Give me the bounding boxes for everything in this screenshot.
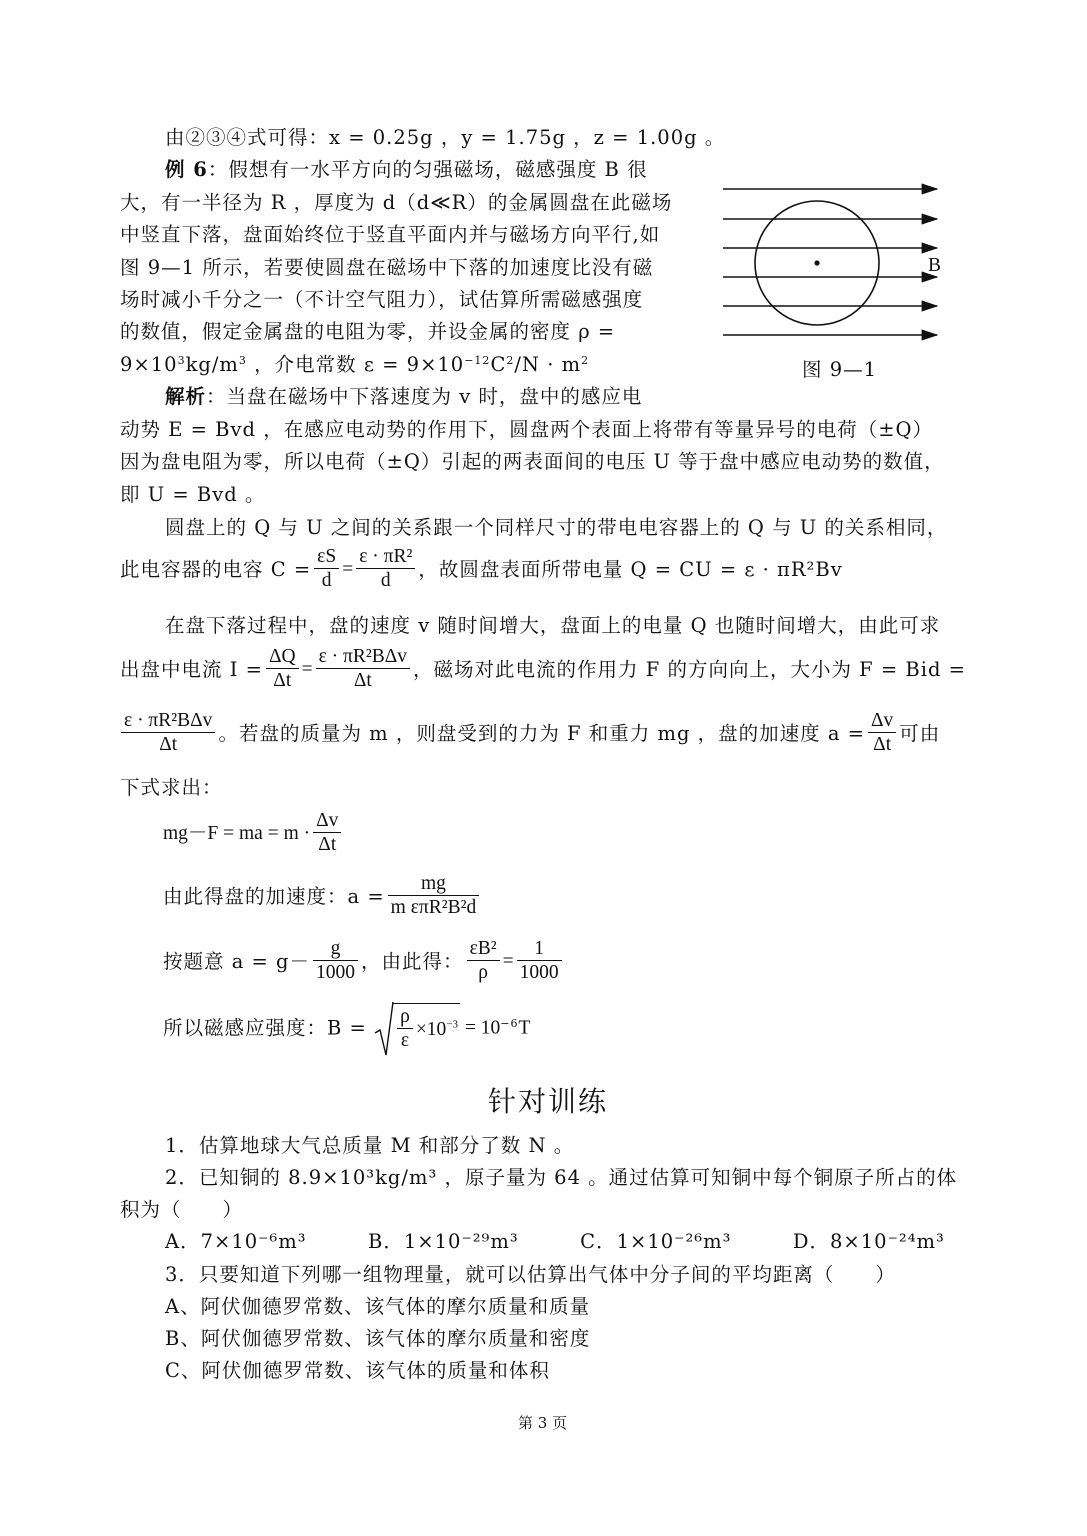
example-label: 例 6	[165, 158, 208, 181]
text-line: 圆盘上的 Q 与 U 之间的关系跟一个同样尺寸的带电电容器上的 Q 与 U 的关系相同，	[165, 516, 948, 539]
disk-center-dot	[814, 260, 819, 265]
text-line: 动势 E = Bvd ，在感应电动势的作用下，圆盘两个表面上将带有等量异号的电荷（±Q）	[120, 418, 934, 441]
equation-4: 所以磁感应强度：B = $\frac{\rho}{\varepsilon}$ $\times 10^{-3} = 10^{-6}T$	[163, 1003, 530, 1054]
fraction: $\frac{\text{ε · πR²BΔv}}{\Delta t}$	[316, 646, 410, 694]
text-line: 即 U = Bvd 。	[120, 483, 266, 506]
fraction: $\frac{\Delta v}{\Delta t}$	[868, 710, 896, 758]
fraction: $\frac{\Delta v}{\Delta t}$	[313, 810, 341, 858]
fraction: $\frac{1}{1000}$	[517, 938, 562, 986]
text-line: 下式求出：	[120, 776, 223, 799]
text-line: 由②③④式可得：x = 0.25g ，y = 1.75g ，z = 1.00g 。	[165, 126, 726, 149]
text-line: 因为盘电阻为零，所以电荷（±Q）引起的两表面间的电压 U 等于盘中感应电动势的数值，	[120, 450, 945, 473]
solution-label: 解析	[165, 385, 207, 408]
equation-2: 由此得盘的加速度：a = $\frac{mg}{\text{m επR²B²d}}$	[163, 873, 482, 921]
text-line: 大，有一半径为 R ，厚度为 d（d≪R）的金属圆盘在此磁场	[120, 191, 673, 214]
fraction: $\frac{\rho}{\varepsilon}$	[397, 1006, 413, 1054]
text-line: 在盘下落过程中，盘的速度 v 随时间增大，盘面上的电量 Q 也随时间增大，由此可求	[165, 614, 941, 637]
fraction: $\frac{\text{ε · πR²BΔv}}{\Delta t}$	[121, 710, 215, 758]
question-1: 1．估算地球大气总质量 M 和部分了数 N 。	[165, 1134, 575, 1157]
question-2: 2．已知铜的 8.9×10³kg/m³ ，原子量为 64 。通过估算可知铜中每个铜原子所占的体	[165, 1166, 958, 1189]
text-span: ：假想有一水平方向的匀强磁场，磁感强度 B 很	[207, 158, 648, 181]
fraction: $\frac{\varepsilon S}{d}$	[314, 546, 339, 594]
text-line: 中竖直下落，盘面始终位于竖直平面内并与磁场方向平行,如	[120, 223, 661, 246]
fraction: $\frac{\text{εB²}}{\rho}$	[467, 938, 500, 986]
formula-line: 此电容器的电容 C = $\frac{\varepsilon S}{d}$ = $\frac{\text{ε · πR²}}{d}$ ，故圆盘表面所带电量 Q = CU = ε · πR²Bv	[120, 546, 843, 594]
formula-line: $\frac{\text{ε · πR²BΔv}}{\Delta t}$ 。若盘的质量为 m ，则盘受到的力为 F 和重力 mg ，盘的加速度 a = $\frac{\Delta v}{\Delta t}$ 可由	[118, 710, 940, 758]
page-number: 第 3 页	[518, 1414, 568, 1432]
option-b: B、阿伏伽德罗常数、该气体的摩尔质量和密度	[165, 1327, 591, 1350]
square-root: $\frac{\rho}{\varepsilon}$ $\times 10^{-3}$	[374, 1003, 460, 1054]
formula-line: 出盘中电流 I = $\frac{\Delta Q}{\Delta t}$ = $\frac{\text{ε · πR²BΔv}}{\Delta t}$ ，磁场对此电流的作用力 F 的方向向上，大小为 F = Bid =	[120, 646, 966, 694]
equation-3: 按题意 a = g－ $\frac{g}{1000}$ ，由此得： $\frac{\text{εB²}}{\rho}$ = $\frac{1}{1000}$	[163, 938, 565, 986]
text-line: 图 9—1 所示，若要使圆盘在磁场中下落的加速度比没有磁	[120, 256, 654, 279]
fraction: $\frac{g}{1000}$	[313, 938, 358, 986]
fraction: $\frac{mg}{\text{m επR²B²d}}$	[388, 873, 480, 921]
text-line	[165, 160, 648, 180]
text-line: 解析：当盘在磁场中下落速度为 v 时，盘中的感应电	[165, 385, 643, 408]
text-line: 的数值，假定金属盘的电阻为零，并设金属的密度 ρ =	[120, 320, 616, 343]
question-2-options: A．7×10⁻⁶m³ B．1×10⁻²⁹m³ C．1×10⁻²⁶m³ D．8×10⁻²⁴m³	[165, 1230, 945, 1253]
figure-caption: 图 9—1	[802, 358, 878, 381]
section-title: 针对训练	[488, 1085, 609, 1118]
question-2-cont: 积为（ ）	[120, 1198, 244, 1221]
fraction: $\frac{\Delta Q}{\Delta t}$	[266, 646, 299, 694]
fraction: $\frac{\text{ε · πR²}}{d}$	[356, 546, 415, 594]
text-line: 场时减小千分之一（不计空气阻力），试估算所需磁感强度	[120, 288, 644, 311]
equation-1: mg－F = ma = m · $\frac{\Delta v}{\Delta t}$	[163, 810, 344, 858]
question-3: 3．只要知道下列哪一组物理量，就可以估算出气体中分子间的平均距离（ ）	[165, 1263, 896, 1286]
text-line: $9\times 10^3kg/m^3$ ，介电常数 $\varepsilon = 9\times 10^{-12}C^2/N \cdot m^2$	[120, 353, 590, 376]
option-c: C、阿伏伽德罗常数、该气体的质量和体积	[165, 1359, 550, 1382]
magnetic-field-figure	[715, 175, 955, 345]
radical-sign-icon	[374, 1001, 394, 1059]
field-label-b: B	[928, 255, 943, 276]
option-a: A、阿伏伽德罗常数、该气体的摩尔质量和质量	[165, 1295, 591, 1318]
